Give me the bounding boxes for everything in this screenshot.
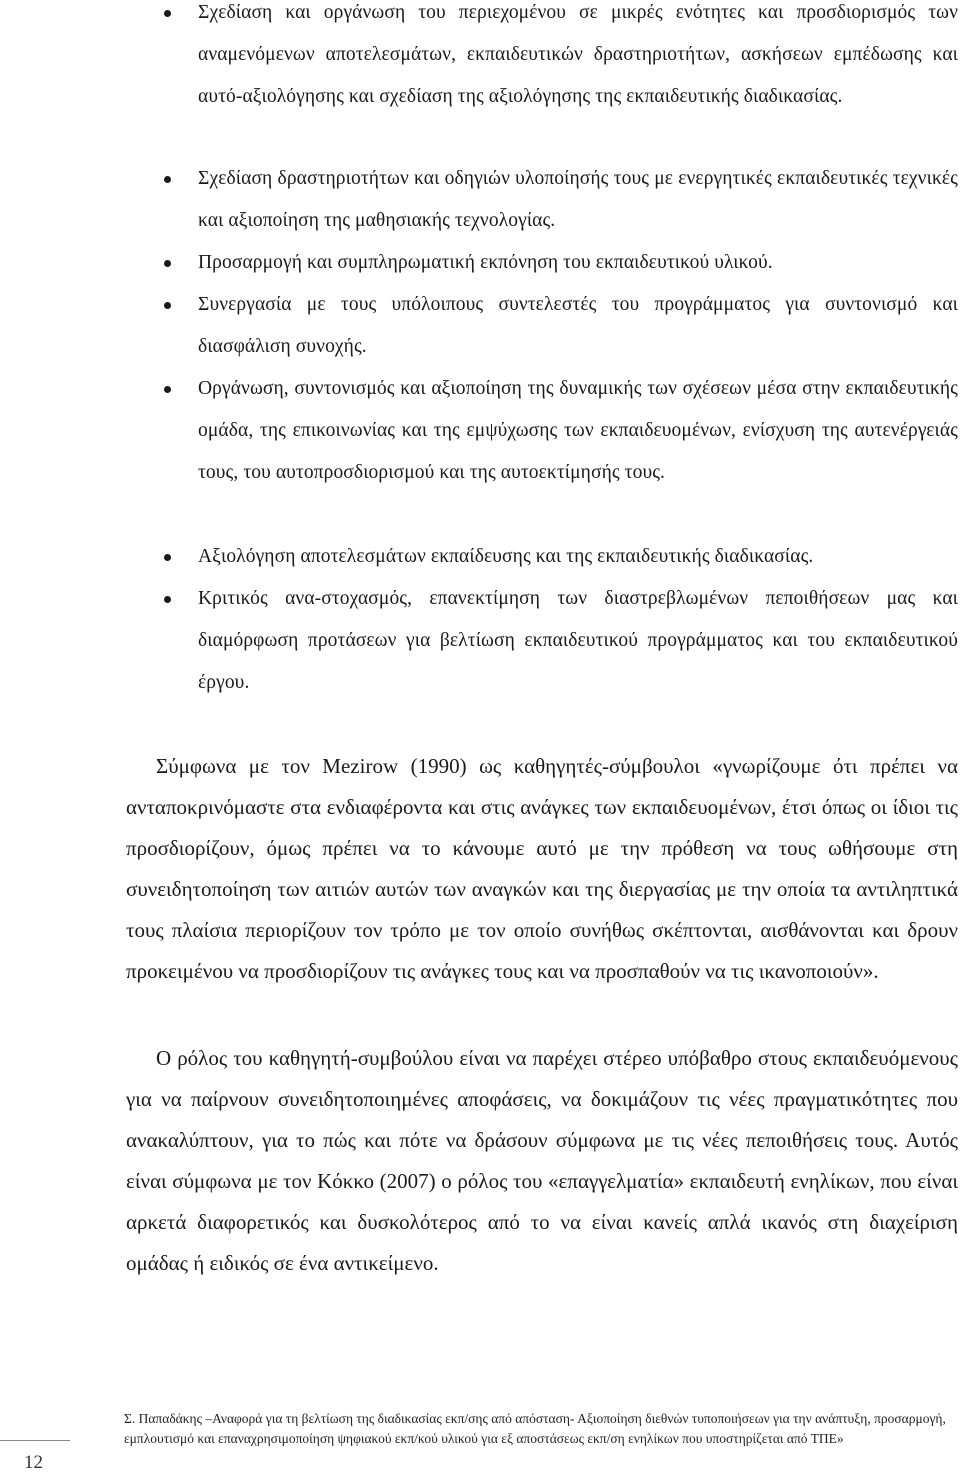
body-paragraph: [126, 746, 958, 992]
list-item-text: Οργάνωση, συντονισμός και αξιοποίηση της δυναμικής των σχέσεων μέσα στην εκπαιδευτικής ομάδα, της επικοινωνίας και της εμψύχωσης των εκπαιδευομένων, ενίσχυση της αυτενέργειάς τους, του αυτοπροσδιορισμού και της αυτοεκτίμησής τους.: [198, 378, 958, 483]
bullet-icon: [164, 554, 171, 561]
bullet-icon: [164, 260, 171, 267]
list-item-text: Κριτικός ανα-στοχασμός, επανεκτίμηση των διαστρεβλωμένων πεποιθήσεων μας και διαμόρφωση προτάσεων για βελτίωση εκπαιδευτικού προγράμματος και του εκπαιδευτικού έργου.: [198, 588, 958, 693]
bullet-icon: [164, 176, 171, 183]
bullet-icon: [164, 386, 171, 393]
footer-divider: [0, 1440, 70, 1441]
bullet-icon: [164, 10, 171, 17]
list-item-text: Αξιολόγηση αποτελεσμάτων εκπαίδευσης και της εκπαιδευτικής διαδικασίας.: [198, 546, 814, 567]
list-item-text: Προσαρμογή και συμπληρωματική εκπόνηση του εκπαιδευτικού υλικού.: [198, 252, 773, 273]
paragraph-text: Ο ρόλος του καθηγητή-συμβούλου είναι να παρέχει στέρεο υπόβαθρο στους εκπαιδευόμενους για να παίρνουν συνειδητοποιημένες αποφάσεις, να δοκιμάζουν τις νέες πραγματικότητες που ανακαλύπτουν, για το πώς και πότε να δράσουν σύμφωνα με τις νέες πεποιθήσεις τους. Αυτός είναι σύμφωνα με τον Κόκκο (2007) ο ρόλος του «επαγγελματία» εκπαιδευτή ενηλίκων, που είναι αρκετά διαφορετικός και δυσκολότερος από το να είναι κανείς απλά ικανός στη διαχείριση ομάδας ή ειδικός σε ένα αντικείμενο.: [126, 1046, 958, 1275]
bullet-icon: [164, 302, 171, 309]
body-paragraph: [126, 1038, 958, 1284]
page-number: 12: [24, 1452, 43, 1473]
footer-text: Σ. Παπαδάκης –Αναφορά για τη βελτίωση της διαδικασίας εκπ/σης από απόσταση- Αξιοποίηση διεθνών τυποποιήσεων για την ανάπτυξη, προσαρμογή, εμπλουτισμό και επαναχρησιμοποίηση ψηφιακού εκπ/κού υλικού για εξ αποστάσεως εκπ/ση ενηλίκων που υποστηρίζεται από ΤΠΕ»: [124, 1411, 946, 1446]
bullet-icon: [164, 596, 171, 603]
list-item-text: Συνεργασία με τους υπόλοιπους συντελεστές του προγράμματος για συντονισμό και διασφάλιση συνοχής.: [198, 294, 958, 357]
paragraph-text: Σύμφωνα με τον Mezirow (1990) ως καθηγητές-σύμβουλοι «γνωρίζουμε ότι πρέπει να ανταποκρινόμαστε στα ενδιαφέροντα και στις ανάγκες των εκπαιδευομένων, έτσι όπως οι ίδιοι τις προσδιορίζουν, όμως πρέπει να το κάνουμε αυτό με την πρόθεση να τους ωθήσουμε στη συνειδητοποίηση των αιτιών αυτών των αναγκών και της διεργασίας με την οποία τα αντιληπτικά τους πλαίσια περιορίζουν τον τρόπο με τον οποίο συνήθως σκέπτονται, αισθάνονται και δρουν προκειμένου να προσδιορίζουν τις ανάγκες τους και να προσπαθούν να τις ικανοποιούν».: [126, 754, 958, 983]
list-item-text: Σχεδίαση και οργάνωση του περιεχομένου σε μικρές ενότητες και προσδιορισμός των αναμενόμενων αποτελεσμάτων, εκπαιδευτικών δραστηριοτήτων, ασκήσεων εμπέδωσης και αυτό-αξιολόγησης και σχεδίαση της αξιολόγησης της εκπαιδευτικής διαδικασίας.: [198, 2, 958, 107]
list-item-text: Σχεδίαση δραστηριοτήτων και οδηγιών υλοποίησής τους με ενεργητικές εκπαιδευτικές τεχνικές και αξιοποίηση της μαθησιακής τεχνολογίας.: [198, 168, 958, 231]
